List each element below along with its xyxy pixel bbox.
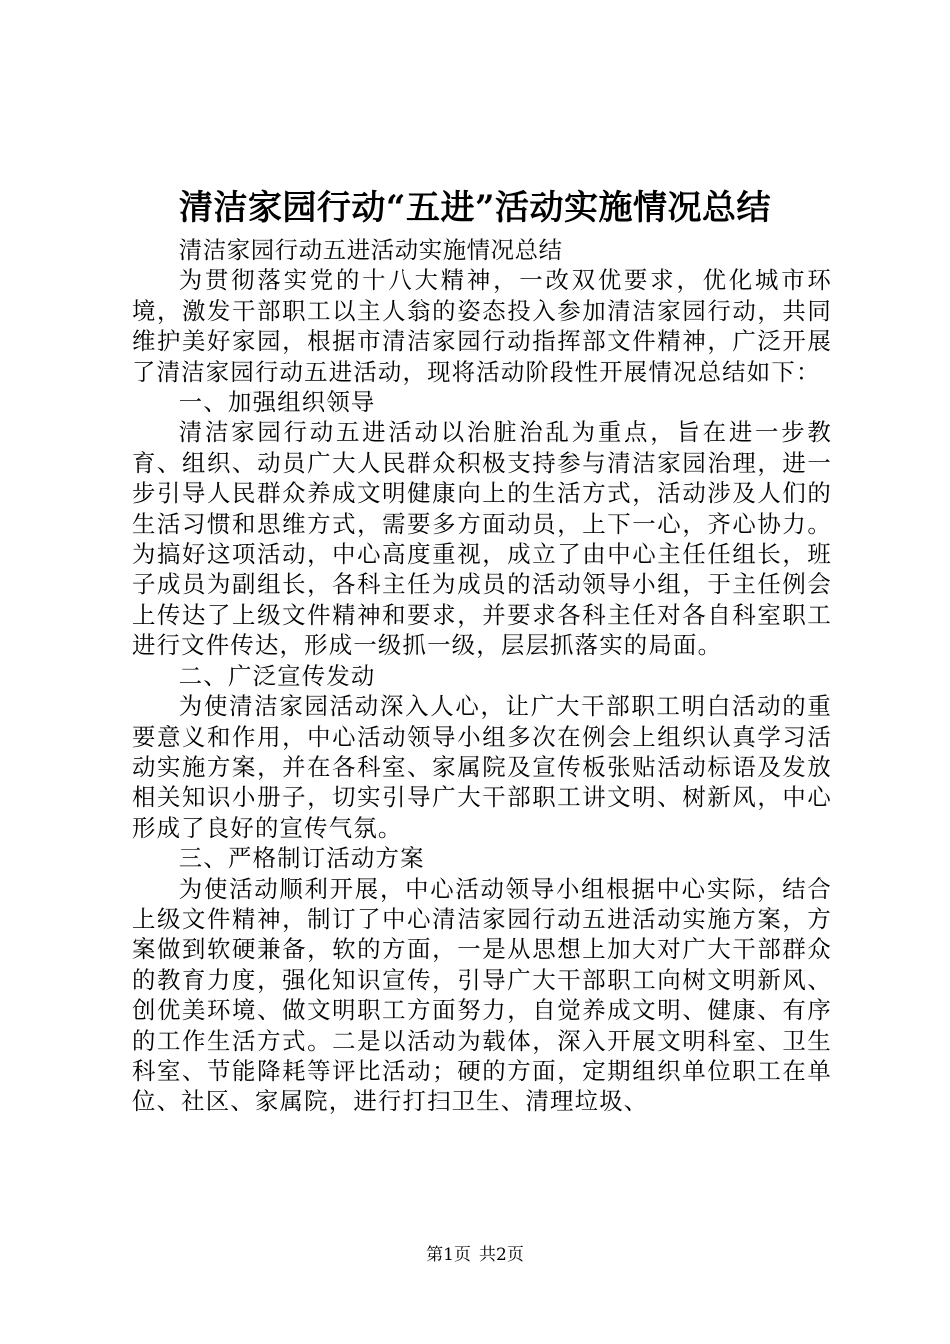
section-heading-3: 三、严格制订活动方案 bbox=[178, 844, 425, 873]
page-footer bbox=[0, 1243, 950, 1267]
section-heading-1: 一、加强组织领导 bbox=[178, 388, 376, 417]
document-body bbox=[132, 235, 832, 1117]
intro-paragraph: 为贯彻落实党的十八大精神，一改双优要求，优化城市环境，激发干部职工以主人翁的姿态投入参加清洁家园行动，共同维护美好家园，根据市清洁家园行动指挥部文件精神，广泛开展了清洁家园行动五进活动，现将活动阶段性开展情况总结如下： bbox=[132, 266, 832, 386]
section-paragraph-1: 清洁家园行动五进活动以治脏治乱为重点，旨在进一步教育、组织、动员广大人民群众积极支持参与清洁家园治理，进一步引导人民群众养成文明健康向上的生活方式，活动涉及人们的生活习惯和思维方式，需要多方面动员，上下一心，齐心协力。为搞好这项活动，中心高度重视，成立了由中心主任任组长，班子成员为副组长，各科主任为成员的活动领导小组，于主任例会上传达了上级文件精神和要求，并要求各科主任对各自科室职工进行文件传达，形成一级抓一级，层层抓落实的局面。 bbox=[132, 418, 832, 660]
section-paragraph-3: 为使活动顺利开展，中心活动领导小组根据中心实际，结合上级文件精神，制订了中心清洁家园行动五进活动实施方案，方案做到软硬兼备，软的方面，一是从思想上加大对广大干部群众的教育力度，强化知识宣传，引导广大干部职工向树文明新风、创优美环境、做文明职工方面努力，自觉养成文明、健康、有序的工作生活方式。二是以活动为载体，深入开展文明科室、卫生科室、节能降耗等评比活动；硬的方面，定期组织单位职工在单位、社区、家属院，进行打扫卫生、清理垃圾、 bbox=[132, 874, 832, 1116]
document-subtitle: 清洁家园行动五进活动实施情况总结 bbox=[178, 236, 563, 264]
page-total: 共2页 bbox=[479, 1245, 524, 1265]
section-paragraph-2: 为使清洁家园活动深入人心，让广大干部职工明白活动的重要意义和作用，中心活动领导小组多次在例会上组织认真学习活动实施方案，并在各科室、家属院及宣传板张贴活动标语及发放相关知识小册子，切实引导广大干部职工讲文明、树新风，中心形成了良好的宣传气氛。 bbox=[132, 692, 832, 842]
document-title: 清洁家园行动“五进”活动实施情况总结 bbox=[178, 188, 772, 228]
page-number: 第1页 bbox=[426, 1245, 471, 1265]
section-heading-2: 二、广泛宣传发动 bbox=[178, 661, 376, 690]
